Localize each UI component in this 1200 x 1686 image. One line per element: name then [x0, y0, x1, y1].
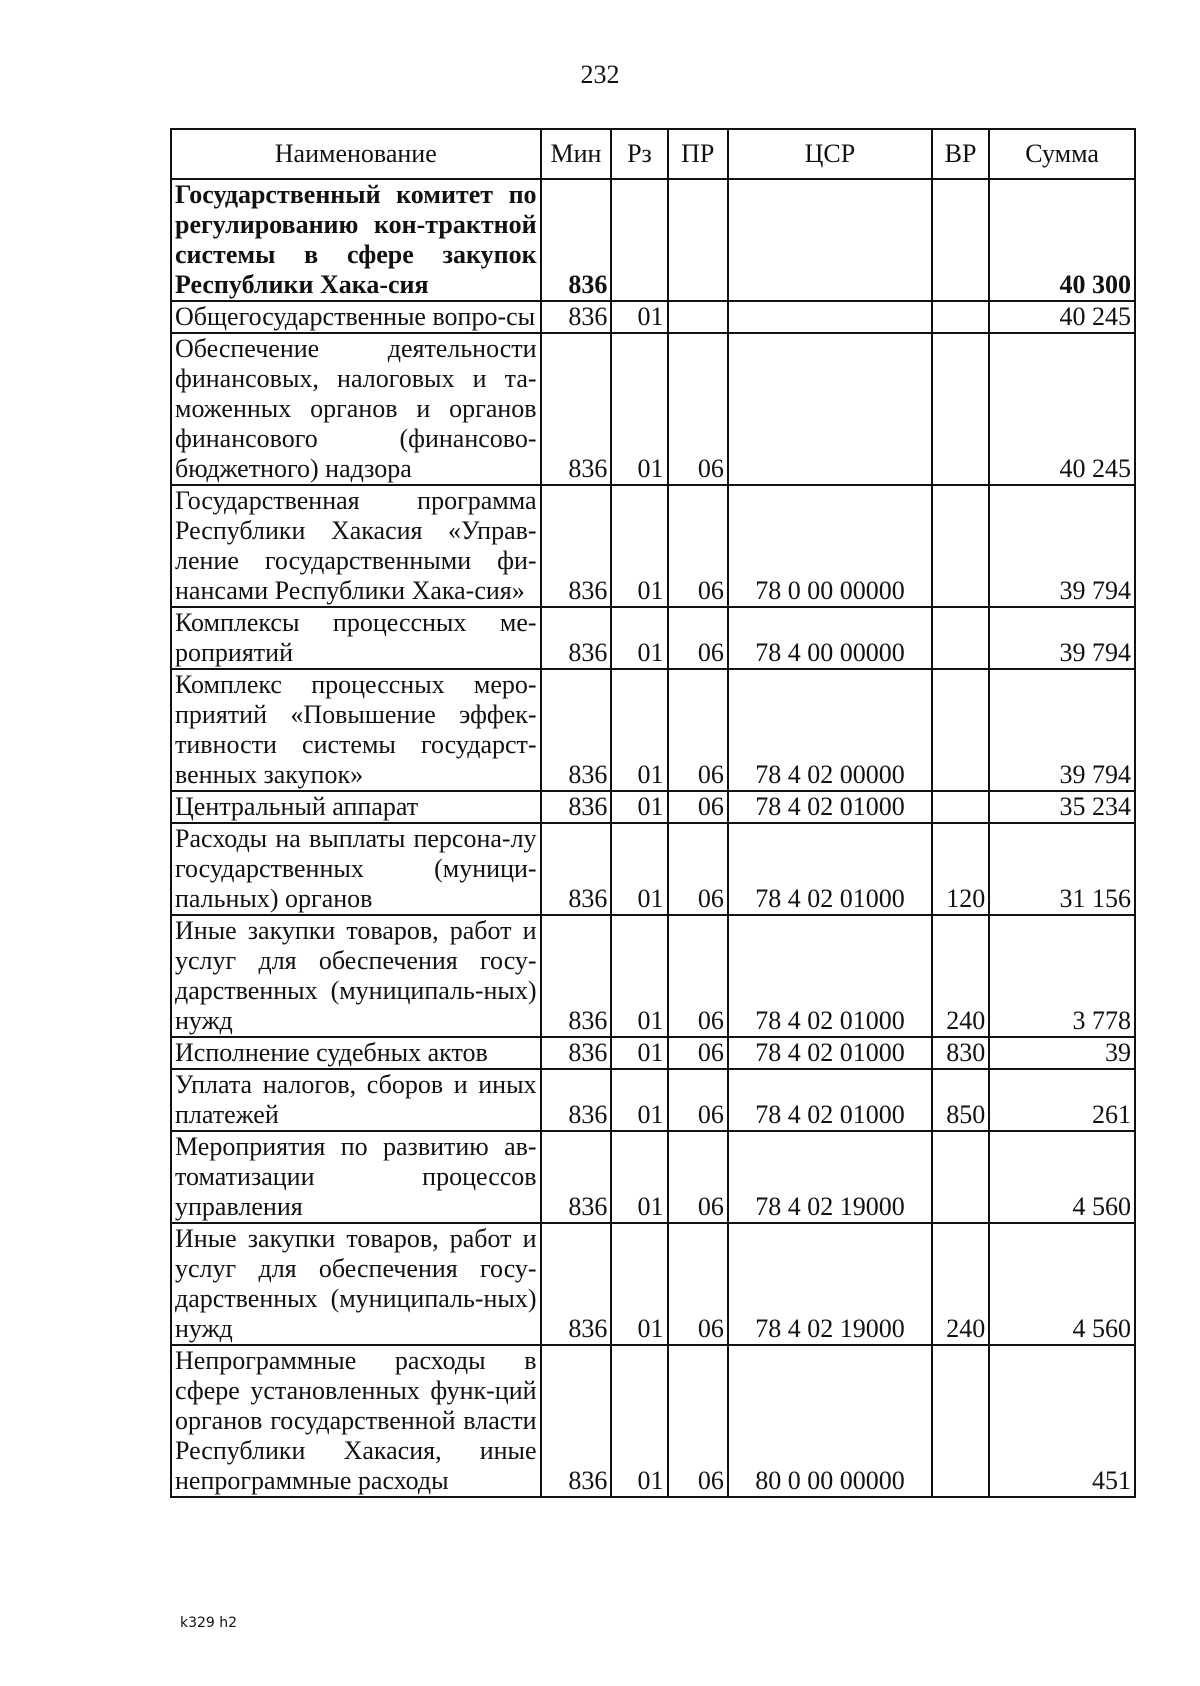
cell-pr: 06 — [668, 823, 728, 915]
cell-rz: 01 — [611, 915, 667, 1037]
cell-name: Центральный аппарат — [171, 791, 541, 823]
header-pr: ПР — [668, 129, 728, 179]
cell-pr — [668, 179, 728, 301]
table-row — [171, 333, 1135, 485]
cell-min: 836 — [541, 301, 612, 333]
header-row — [171, 129, 1135, 179]
cell-rz: 01 — [611, 301, 667, 333]
cell-name: Обеспечение деятельности финансовых, налоговых и та-моженных органов и органов финансового (финансово-бюджетного) надзора — [171, 333, 541, 485]
cell-vr: 240 — [932, 915, 989, 1037]
cell-pr: 06 — [668, 485, 728, 607]
header-name: Наименование — [171, 129, 541, 179]
cell-name: Государственная программа Республики Хакасия «Управ-ление государственными фи-нансами Республики Хака-сия» — [171, 485, 541, 607]
cell-sum: 31 156 — [989, 823, 1135, 915]
table-row — [171, 179, 1135, 301]
cell-name: Иные закупки товаров, работ и услуг для обеспечения госу-дарственных (муниципаль-ных) нужд — [171, 1223, 541, 1345]
table-row — [171, 1131, 1135, 1223]
cell-sum: 4 560 — [989, 1131, 1135, 1223]
cell-min: 836 — [541, 915, 612, 1037]
cell-csr: 80 0 00 00000 — [728, 1345, 932, 1497]
cell-vr: 850 — [932, 1069, 989, 1131]
header-sum: Сумма — [989, 129, 1135, 179]
cell-rz: 01 — [611, 1069, 667, 1131]
cell-pr: 06 — [668, 915, 728, 1037]
cell-rz: 01 — [611, 669, 667, 791]
cell-vr — [932, 1131, 989, 1223]
cell-min: 836 — [541, 791, 612, 823]
cell-sum: 39 794 — [989, 485, 1135, 607]
cell-vr — [932, 607, 989, 669]
cell-sum: 3 778 — [989, 915, 1135, 1037]
cell-vr — [932, 301, 989, 333]
header-rz: Рз — [611, 129, 667, 179]
cell-csr: 78 0 00 00000 — [728, 485, 932, 607]
cell-csr: 78 4 02 01000 — [728, 915, 932, 1037]
cell-vr — [932, 791, 989, 823]
cell-min: 836 — [541, 179, 612, 301]
cell-pr: 06 — [668, 607, 728, 669]
cell-vr — [932, 1345, 989, 1497]
cell-sum: 261 — [989, 1069, 1135, 1131]
cell-sum: 39 794 — [989, 669, 1135, 791]
cell-min: 836 — [541, 1345, 612, 1497]
cell-rz: 01 — [611, 1131, 667, 1223]
cell-csr: 78 4 02 01000 — [728, 823, 932, 915]
cell-rz: 01 — [611, 607, 667, 669]
budget-table — [170, 128, 1136, 1498]
cell-csr — [728, 301, 932, 333]
cell-min: 836 — [541, 1037, 612, 1069]
cell-rz: 01 — [611, 1223, 667, 1345]
cell-pr: 06 — [668, 791, 728, 823]
cell-csr: 78 4 00 00000 — [728, 607, 932, 669]
cell-min: 836 — [541, 1069, 612, 1131]
cell-rz: 01 — [611, 333, 667, 485]
cell-pr: 06 — [668, 1345, 728, 1497]
table-row — [171, 915, 1135, 1037]
cell-name: Государственный комитет по регулированию кон-трактной системы в сфере закупок Республики Хака-сия — [171, 179, 541, 301]
cell-sum: 40 245 — [989, 333, 1135, 485]
cell-csr — [728, 179, 932, 301]
cell-sum: 39 794 — [989, 607, 1135, 669]
header-csr: ЦСР — [728, 129, 932, 179]
table-row — [171, 669, 1135, 791]
header-vr: ВР — [932, 129, 989, 179]
cell-name: Расходы на выплаты персона-лу государственных (муници-пальных) органов — [171, 823, 541, 915]
cell-name: Комплексы процессных ме-роприятий — [171, 607, 541, 669]
cell-pr: 06 — [668, 1069, 728, 1131]
cell-name: Мероприятия по развитию ав-томатизации процессов управления — [171, 1131, 541, 1223]
cell-pr — [668, 301, 728, 333]
cell-rz: 01 — [611, 1345, 667, 1497]
cell-vr: 120 — [932, 823, 989, 915]
cell-csr: 78 4 02 19000 — [728, 1131, 932, 1223]
table-row — [171, 1223, 1135, 1345]
table-row — [171, 791, 1135, 823]
cell-min: 836 — [541, 823, 612, 915]
cell-rz: 01 — [611, 1037, 667, 1069]
cell-rz: 01 — [611, 791, 667, 823]
cell-rz: 01 — [611, 823, 667, 915]
table-row — [171, 1037, 1135, 1069]
cell-vr: 830 — [932, 1037, 989, 1069]
cell-name: Комплекс процессных меро-приятий «Повышение эффек-тивности системы государст-венных закупок» — [171, 669, 541, 791]
cell-min: 836 — [541, 1131, 612, 1223]
cell-min: 836 — [541, 669, 612, 791]
header-min: Мин — [541, 129, 612, 179]
table-row — [171, 607, 1135, 669]
table-row — [171, 301, 1135, 333]
table-row — [171, 823, 1135, 915]
cell-sum: 39 — [989, 1037, 1135, 1069]
cell-pr: 06 — [668, 1037, 728, 1069]
cell-csr: 78 4 02 00000 — [728, 669, 932, 791]
cell-min: 836 — [541, 333, 612, 485]
table-row — [171, 1345, 1135, 1497]
cell-csr: 78 4 02 01000 — [728, 791, 932, 823]
footer-code: k329 h2 — [180, 1615, 238, 1631]
table-row — [171, 1069, 1135, 1131]
cell-pr: 06 — [668, 1131, 728, 1223]
cell-sum: 4 560 — [989, 1223, 1135, 1345]
cell-name: Уплата налогов, сборов и иных платежей — [171, 1069, 541, 1131]
page-number: 232 — [580, 60, 620, 89]
cell-vr — [932, 485, 989, 607]
cell-vr — [932, 179, 989, 301]
cell-pr: 06 — [668, 1223, 728, 1345]
cell-name: Исполнение судебных актов — [171, 1037, 541, 1069]
cell-sum: 35 234 — [989, 791, 1135, 823]
cell-name: Непрограммные расходы в сфере установленных функ-ций органов государственной власти Республики Хакасия, иные непрограммные расходы — [171, 1345, 541, 1497]
cell-csr: 78 4 02 01000 — [728, 1037, 932, 1069]
cell-pr: 06 — [668, 333, 728, 485]
cell-vr: 240 — [932, 1223, 989, 1345]
cell-sum: 40 300 — [989, 179, 1135, 301]
cell-pr: 06 — [668, 669, 728, 791]
cell-name: Общегосударственные вопро-сы — [171, 301, 541, 333]
cell-min: 836 — [541, 485, 612, 607]
cell-csr: 78 4 02 19000 — [728, 1223, 932, 1345]
cell-min: 836 — [541, 1223, 612, 1345]
cell-csr — [728, 333, 932, 485]
cell-rz — [611, 179, 667, 301]
cell-vr — [932, 669, 989, 791]
cell-rz: 01 — [611, 485, 667, 607]
cell-name: Иные закупки товаров, работ и услуг для обеспечения госу-дарственных (муниципаль-ных) нужд — [171, 915, 541, 1037]
cell-sum: 40 245 — [989, 301, 1135, 333]
cell-sum: 451 — [989, 1345, 1135, 1497]
table-row — [171, 485, 1135, 607]
cell-vr — [932, 333, 989, 485]
cell-min: 836 — [541, 607, 612, 669]
cell-csr: 78 4 02 01000 — [728, 1069, 932, 1131]
